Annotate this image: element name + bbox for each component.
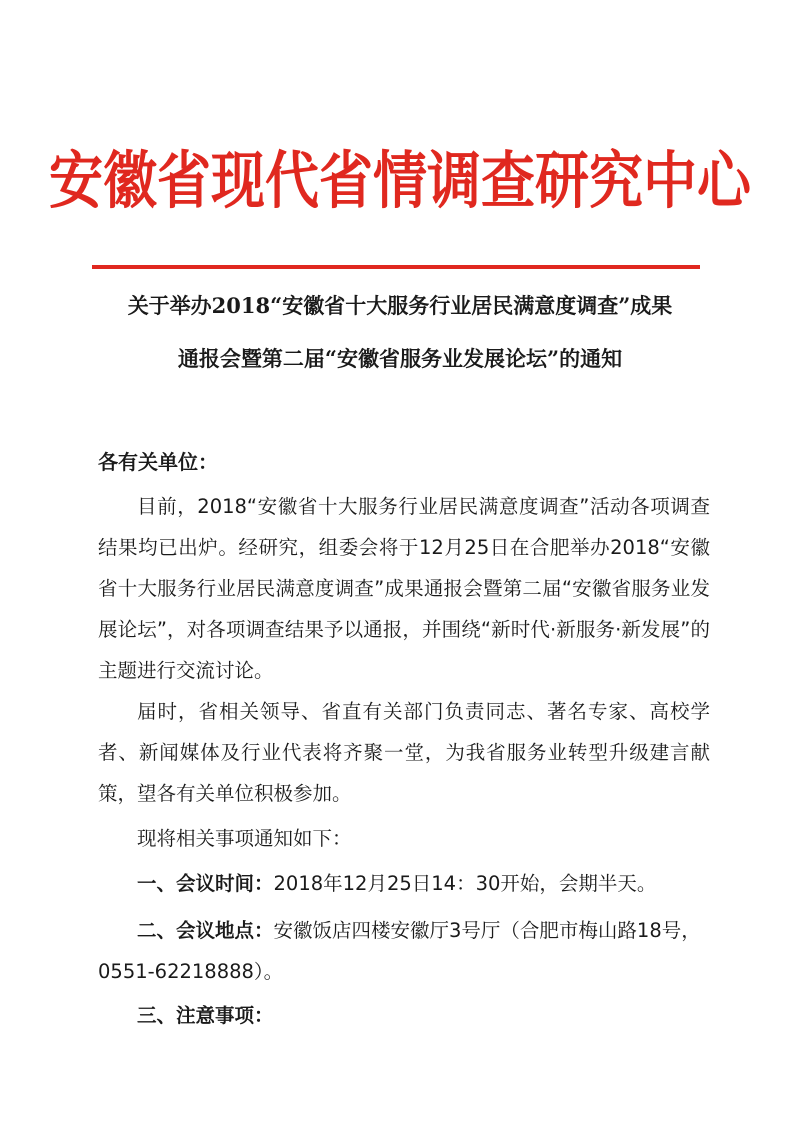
item-label: 一、会议时间： [137,872,274,895]
paragraph-text: 目前，2018“安徽省十大服务行业居民满意度调查”活动各项调查结果均已出炉。经研究，组委会将于12月25日在合肥举办2018“安徽省十大服务行业居民满意度调查”成果通报会暨第二届“安徽省服务业发展论坛”，对各项调查结果予以通报，并围绕“新时代·新服务·新发展”的主题进行交流讨论。 [98,495,710,682]
document-title-line-1: 关于举办2018“安徽省十大服务行业居民满意度调查”成果 [127,293,673,318]
item-label: 三、注意事项： [137,1004,274,1027]
letterhead-org-name: 安徽省现代省情调查研究中心 [49,144,751,218]
letterhead-divider [92,265,700,269]
item-label: 二、会议地点： [137,919,274,942]
paragraph-text: 届时，省相关领导、省直有关部门负责同志、著名专家、高校学者、新闻媒体及行业代表将齐聚一堂，为我省服务业转型升级建言献策，望各有关单位积极参加。 [98,700,710,805]
salutation: 各有关单位： [98,450,218,474]
item-text: 安徽饭店四楼安徽厅3号厅（合肥市梅山路18号，0551-62218888）。 [98,919,701,983]
body-paragraph-3 [98,818,710,859]
notice-item-notes [98,995,710,1036]
item-text: 2018年12月25日14：30开始，会期半天。 [273,872,657,895]
document-title-line-2: 通报会暨第二届“安徽省服务业发展论坛”的通知 [177,346,623,371]
paragraph-text: 现将相关事项通知如下： [137,827,352,850]
body-paragraph-1 [98,486,710,691]
notice-item-meeting-location [98,910,710,992]
body-paragraph-2 [98,691,710,814]
notice-item-meeting-time [98,863,710,904]
